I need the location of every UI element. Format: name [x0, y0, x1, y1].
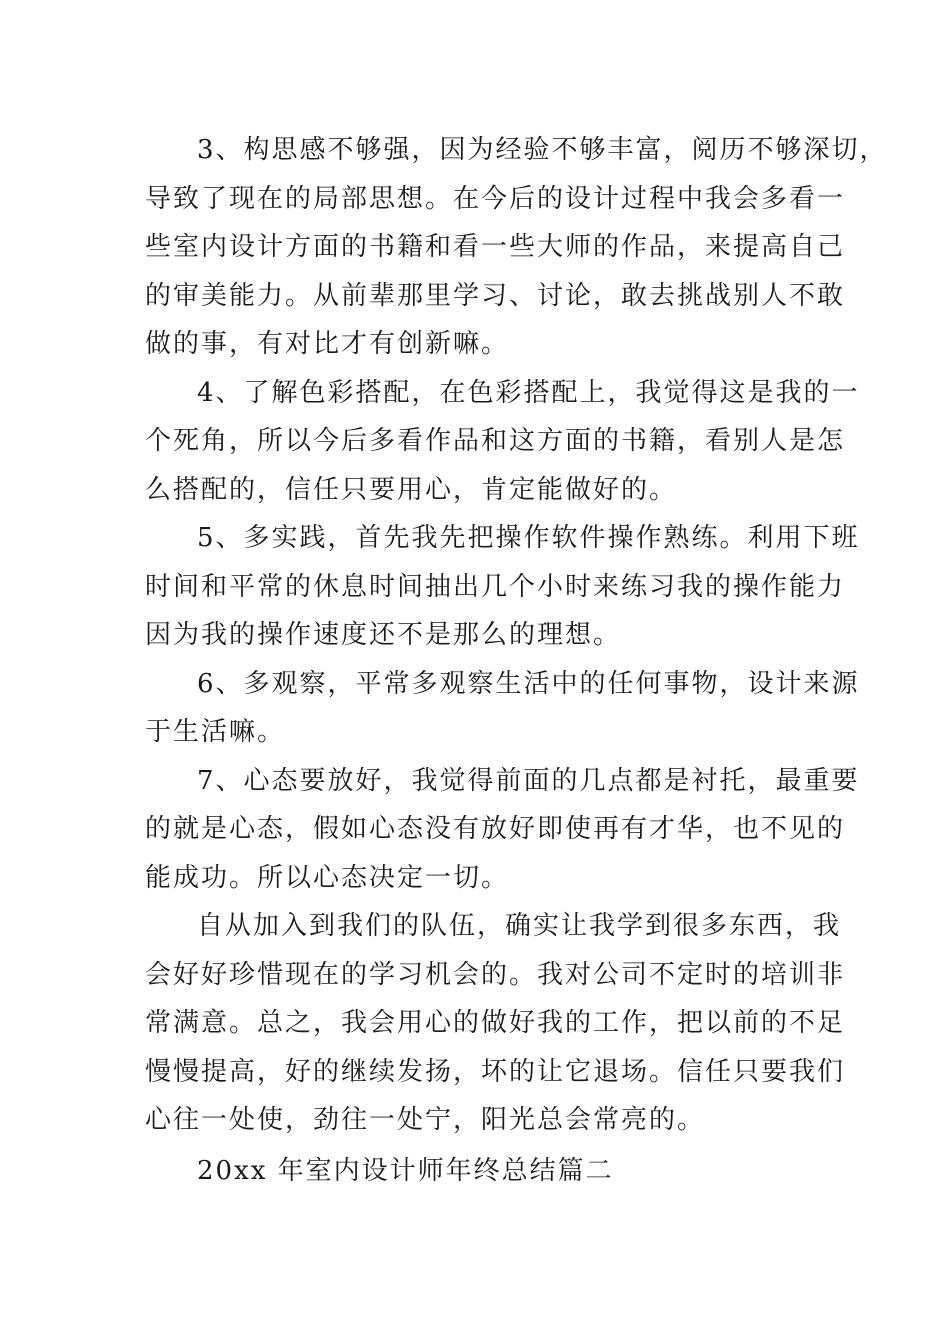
text-line: 3、构思感不够强，因为经验不够丰富，阅历不够深切， — [197, 135, 888, 165]
paragraph-closing — [145, 902, 846, 1145]
paragraph-item-6 — [145, 660, 860, 757]
text-line: 4、了解色彩搭配，在色彩搭配上，我觉得这是我的一 — [197, 377, 860, 408]
paragraph-item-4 — [145, 369, 860, 515]
text-line: 的审美能力。从前辈那里学习、讨论，敢去挑战别人不敢 — [145, 280, 846, 311]
document-page — [145, 126, 888, 1195]
text-line: 自从加入到我们的队伍，确实让我学到很多东西，我 — [197, 911, 842, 941]
paragraph-item-7 — [145, 757, 860, 903]
text-line: 导致了现在的局部思想。在今后的设计过程中我会多看一 — [145, 183, 846, 214]
text-line: 常满意。总之，我会用心的做好我的工作，把以前的不足 — [145, 1008, 846, 1038]
text-line: 的就是心态，假如心态没有放好即使再有才华，也不见的 — [145, 814, 846, 844]
section-heading: 20xx 年室内设计师年终总结篇二 — [197, 1155, 614, 1186]
text-line: 时间和平常的休息时间抽出几个小时来练习我的操作能力 — [145, 571, 846, 602]
text-line: 么搭配的，信任只要用心，肯定能做好的。 — [145, 474, 678, 505]
text-line: 7、心态要放好，我觉得前面的几点都是衬托，最重要 — [197, 765, 860, 796]
text-line: 6、多观察，平常多观察生活中的任何事物，设计来源 — [197, 668, 860, 699]
text-line: 慢慢提高，好的继续发扬，坏的让它退场。信任只要我们 — [145, 1056, 846, 1087]
text-line: 心往一处使，劲往一处宁，阳光总会常亮的。 — [145, 1105, 706, 1135]
text-line: 做的事，有对比才有创新嘛。 — [145, 329, 510, 359]
text-line: 能成功。所以心态决定一切。 — [145, 862, 510, 893]
text-line: 些室内设计方面的书籍和看一些大师的作品，来提高自己 — [145, 232, 846, 262]
text-line: 个死角，所以今后多看作品和这方面的书籍，看别人是怎 — [145, 426, 846, 456]
paragraph-item-5 — [145, 514, 860, 660]
text-line: 于生活嘛。 — [145, 717, 286, 747]
paragraph-item-3 — [145, 126, 888, 369]
text-line: 5、多实践，首先我先把操作软件操作熟练。利用下班 — [197, 523, 860, 553]
text-line: 会好好珍惜现在的学习机会的。我对公司不定时的培训非 — [145, 959, 846, 990]
text-line: 因为我的操作速度还不是那么的理想。 — [145, 620, 622, 650]
